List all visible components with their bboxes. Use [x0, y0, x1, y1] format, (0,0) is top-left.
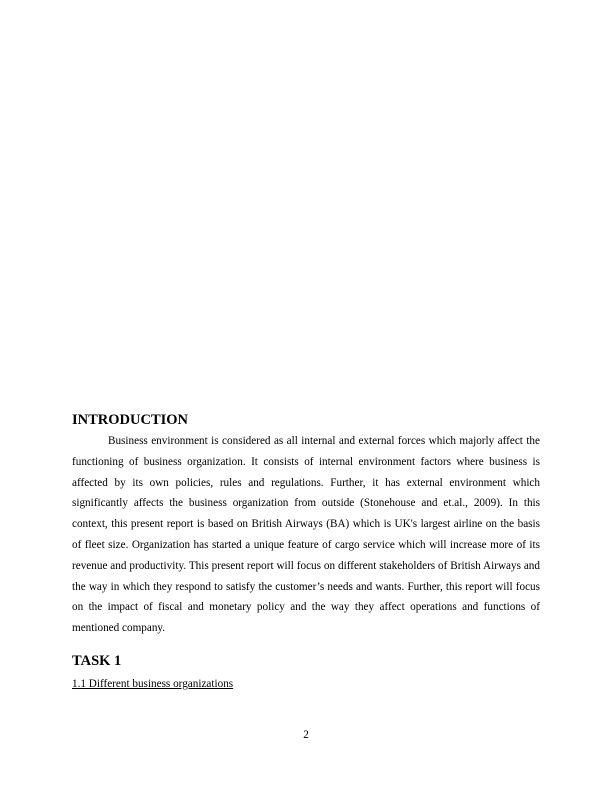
- task-subheading: 1.1 Different business organizations: [72, 677, 234, 690]
- document-body: [72, 410, 540, 693]
- task-heading: TASK 1: [72, 652, 122, 669]
- page-number: 2: [303, 729, 309, 741]
- introduction-paragraph: Business environment is considered as all internal and external forces which majorly affect the functioning of business organization. It consists of internal environment factors where business is affected by its own policies, rules and regulations. Further, it has external environment which significantly affects the business organization from outside (Stonehouse and et.al., 2009). In this context, this present report is based on British Airways (BA) which is UK's largest airline on the basis of fleet size. Organization has started a unique feature of cargo service which will increase more of its revenue and productivity. This present report will focus on different stakeholders of British Airways and the way in which they respond to satisfy the customer’s needs and wants. Further, this report will focus on the impact of fiscal and monetary policy and the way they affect operations and functions of mentioned company.: [72, 435, 540, 635]
- introduction-heading: INTRODUCTION: [72, 412, 189, 428]
